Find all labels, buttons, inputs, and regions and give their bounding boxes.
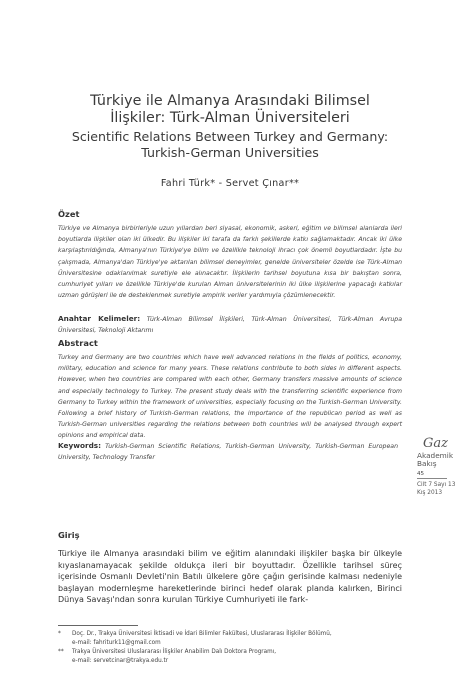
footnote-line: Trakya Üniversitesi Uluslararası İlişkiler Anabilim Dalı Doktora Programı, [72,649,277,655]
journal-name-line: Bakış [417,459,437,469]
giris-heading: Giriş [58,530,80,540]
title-turkish-line: İlişkiler: Türk-Alman Üniversiteleri [110,110,350,126]
title-english-line: Turkish-German Universities [141,145,319,160]
footnote-mark: ** [58,649,64,655]
title-turkish-line: Türkiye ile Almanya Arasındaki Bilimsel [90,93,370,109]
abstract-text: Turkey and Germany are two countries which have well advanced relations in the fields of politics, economy, military, education and science for many years. These relations contribute to both sides in different aspects. However, when two countries are compared with each other, Germany transfers massive amounts of science and especially technology to Turkey. The present study deals with the transferring scientific experience from Germany to Turkey within the framework of universities, especially focusing on the Turkish-German University. Following a brief history of Turkish-German relations, the importance of the republican period as well as Turkish-German universities regarding the relations between both countries will be analysed through expert opinions and empirical data. [58,354,402,440]
keywords-text: Turkish-German Scientific Relations, Turkish-German University, Turkish-German European University, Technology Transfer [58,443,398,462]
page-number: 45 [417,471,447,479]
title-english-line: Scientific Relations Between Turkey and Germany: [71,129,389,144]
keywords [58,440,398,463]
journal-sidebar [417,437,461,497]
keywords-label: Keywords: [58,441,102,450]
footnote-email: e-mail: servetcinar@trakya.edu.tr [72,657,169,664]
journal-name-line: Akademik [417,451,454,460]
volume-line: Kış 2013 [417,490,443,497]
ozet-heading: Özet [58,209,80,219]
footnote-1 [58,630,408,647]
footnote-email: e-mail: fahriturk11@gmail.com [72,639,161,646]
volume-info [417,481,461,497]
footnote-mark: * [58,631,61,637]
anahtar-kelimeler [58,313,402,336]
ozet-text: Türkiye ve Almanya birbirleriyle uzun yıllardan beri siyasal, ekonomik, askeri, eğitim ve bilimsel alanlarda ileri boyutlarda ilişkiler olan iki ülkedir. Bu ilişkiler iki tarafa da farklı şekillerde katkı sağlamaktadır. Ancak iki ülke karşılaştırıldığında, Almanya'nın Türkiye'ye bilim ve özellikle teknoloji ihracı çok önemli boyutlardadır. İşte bu çalışmada, Almanya'dan Türkiye'ye aktarılan bilimsel deneyimler, genelde üniversiteler özelde ise Türk-Alman Üniversitesine odaklanılmak suretiyle ele alınacaktır. İlişkilerin tarihsel boyutuna kısa bir bakıştan sonra, cumhuriyet yılları ve özellikle Türkiye'de kurulan Alman üniversitelerinin iki ülke ilişkilerine yapacağı katkılar uzman görüşleri ile de desteklenmek suretiyle ampirik veriler yardımıyla çözümlenecektir. [58,225,402,300]
author-names: Fahri Türk* - Servet Çınar** [160,178,300,189]
abstract-heading: Abstract [58,338,98,348]
journal-name [417,452,461,468]
anahtar-text: Türk-Alman Bilimsel İlişkileri, Türk-Alman Üniversitesi, Türk-Alman Avrupa Üniversitesi, Teknoloji Aktarımı [58,316,402,335]
anahtar-label: Anahtar Kelimeler: [58,314,141,323]
title-turkish [60,93,400,127]
footnote-line: Doç. Dr., Trakya Üniversitesi İktisadi ve İdari Bilimler Fakültesi, Uluslararası İlişkiler Bölümü, [72,631,332,637]
title-english [50,129,410,161]
volume-line: Cilt 7 Sayı 13 [417,482,456,489]
footnote-divider [58,625,138,626]
footnote-2 [58,648,408,665]
journal-logo: Gaz [423,436,448,451]
giris-text: Türkiye ile Almanya arasındaki bilim ve eğitim alanındaki ilişkiler başka bir ülkeyle kıyaslanamayacak şekilde oldukça ileri bir boyuttadır. Özellikle tarihsel süreç içerisinde Osmanlı Devleti'nin Batılı ülkelere göre çağın gerisinde kalması nedeniyle başlayan modernleşme hareketlerinde birinci hedef olarak planda kalırken, Birinci Dünya Savaşı'ndan sonra kurulan Türkiye Cumhuriyeti ile fark- [58,549,402,605]
